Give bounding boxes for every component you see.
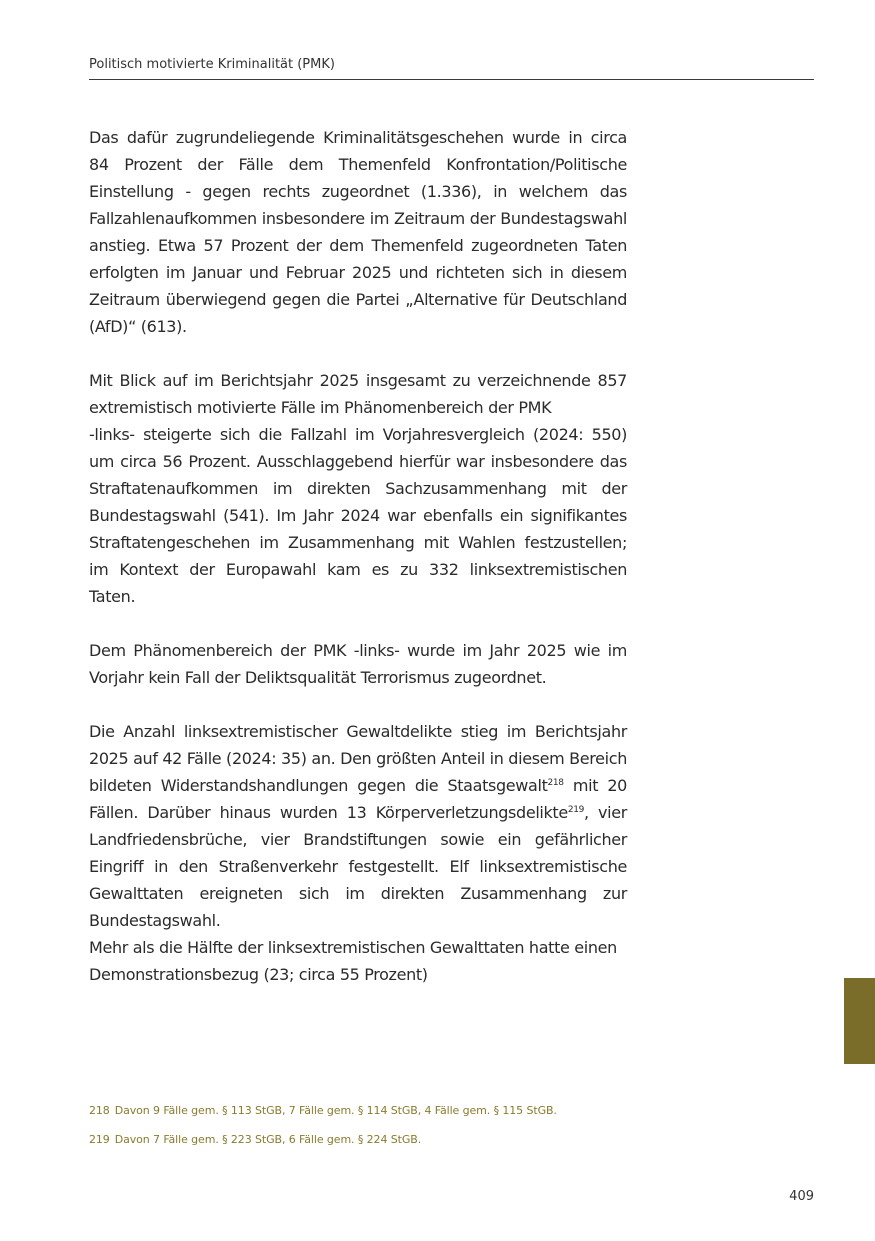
footnote	[89, 1132, 689, 1147]
paragraph-text: -links- steigerte sich die Fallzahl im Vorjahresvergleich (2024: 550) um circa 56 Prozent. Ausschlaggebend hierfür war insbesondere das Straftatenaufkommen im direkten Sachzusammenhang mit der Bundestagswahl (541). Im Jahr 2024 war ebenfalls ein signifikantes Straftatengeschehen im Zusammenhang mit Wahlen festzustellen; im Kontext der Europawahl kam es zu 332 linksextremistischen Taten.	[89, 425, 627, 606]
footnote-text: Davon 7 Fälle gem. § 223 StGB, 6 Fälle gem. § 224 StGB.	[114, 1133, 422, 1146]
running-header-title: Politisch motivierte Kriminalität (PMK)	[89, 57, 335, 72]
paragraph-text: mit 20 Fällen. Darüber hinaus wurden 13 Körperverletzungsdelikte	[89, 776, 628, 822]
paragraph: Das dafür zugrundeliegende Kriminalitätsgeschehen wurde in circa 84 Prozent der Fälle dem Themenfeld Konfrontation/Politische Einstellung - gegen rechts zugeordnet (1.336), in welchem das Fallzahlenaufkommen insbesondere im Zeitraum der Bundestagswahl anstieg. Etwa 57 Prozent der dem Themenfeld zugeordneten Taten erfolgten im Januar und Februar 2025 und richteten sich in diesem Zeitraum überwiegend gegen die Partei „Alternative für Deutschland (AfD)“ (613).	[89, 128, 627, 336]
paragraph-text: , vier Landfriedensbrüche, vier Brandstiftungen sowie ein gefährlicher Eingriff in den Straßenverkehr festgestellt. Elf linksextremistische Gewalttaten ereigneten sich im direkten Zusammenhang zur Bundestagswahl.	[89, 803, 627, 930]
paragraph: Dem Phänomenbereich der PMK -links- wurde im Jahr 2025 wie im Vorjahr kein Fall der Deliktsqualität Terrorismus zugeordnet.	[89, 641, 627, 687]
main-text-column	[89, 124, 627, 1015]
footnote	[89, 1103, 689, 1118]
paragraph	[89, 367, 627, 610]
paragraph: Mehr als die Hälfte der linksextremistischen Gewalttaten hatte einen Demonstrationsbezug (23; circa 55 Prozent)	[89, 938, 617, 984]
footnote-number: 219	[89, 1133, 110, 1146]
paragraph-text: Die Anzahl linksextremistischer Gewaltdelikte stieg im Berichtsjahr 2025 auf 42 Fälle (2024: 35) an. Den größten Anteil in diesem Bereich bildeten Widerstandshandlungen gegen die Staatsgewalt	[89, 722, 627, 795]
header-divider	[89, 79, 814, 80]
chapter-side-tab	[844, 978, 875, 1064]
page-number: 409	[789, 1189, 814, 1204]
footnote-number: 218	[89, 1104, 110, 1117]
paragraph-text: Mit Blick auf im Berichtsjahr 2025 insgesamt zu verzeichnende 857 extremistisch motivierte Fälle im Phänomenbereich der PMK	[89, 371, 627, 417]
footnotes-section	[89, 1103, 689, 1161]
footnote-reference[interactable]: 218	[547, 778, 564, 788]
paragraph	[89, 718, 627, 934]
footnote-text: Davon 9 Fälle gem. § 113 StGB, 7 Fälle gem. § 114 StGB, 4 Fälle gem. § 115 StGB.	[114, 1104, 557, 1117]
footnote-reference[interactable]: 219	[567, 805, 584, 815]
